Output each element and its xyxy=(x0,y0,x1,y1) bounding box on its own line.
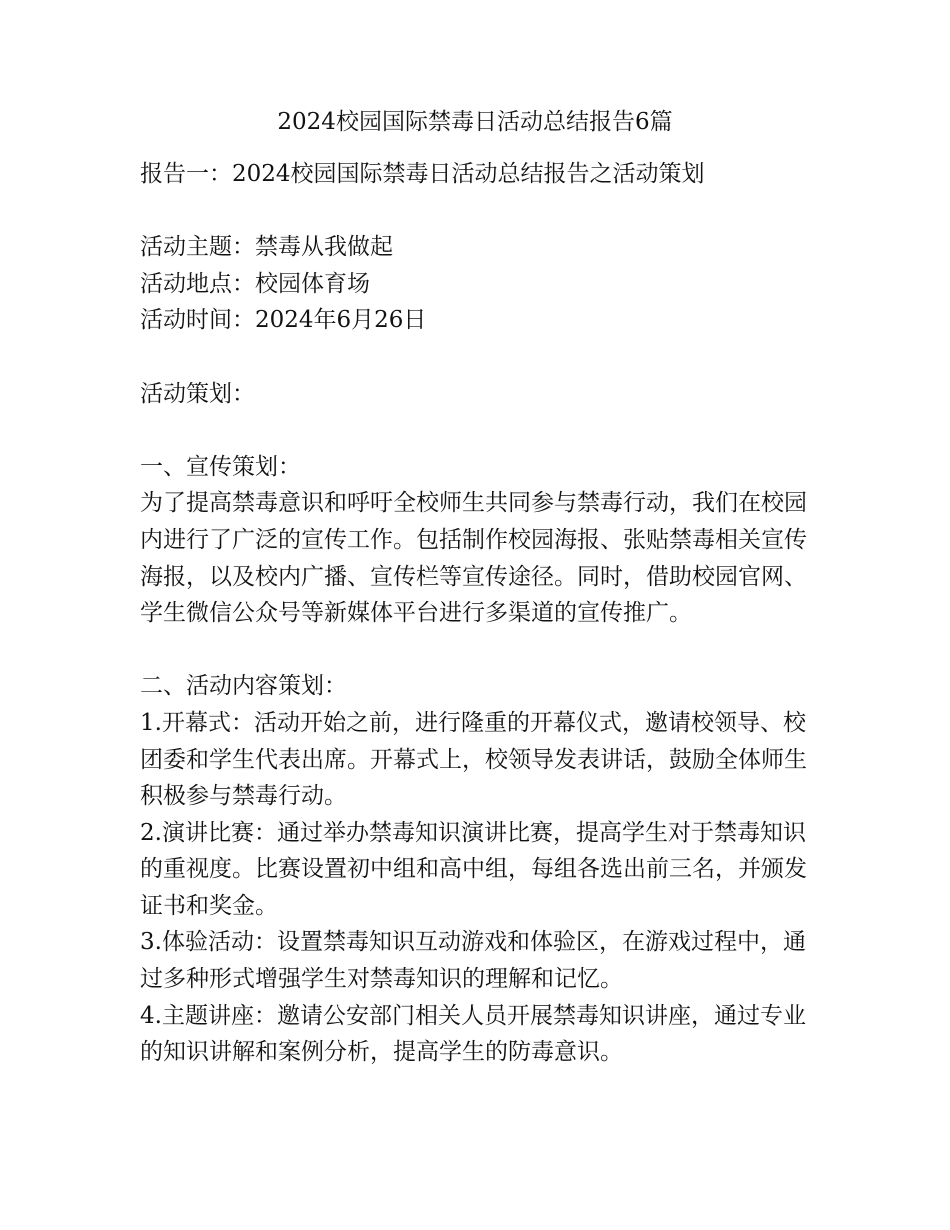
blank-line xyxy=(140,412,820,449)
blank-line xyxy=(140,193,820,230)
list-item-speech-contest: 2.演讲比赛：通过举办禁毒知识演讲比赛，提高学生对于禁毒知识的重视度。比赛设置初中组和高中组，每组各选出前三名，并颁发证书和奖金。 xyxy=(140,819,807,919)
blank-line xyxy=(140,339,820,376)
list-item-opening: 1.开幕式：活动开始之前，进行隆重的开幕仪式，邀请校领导、校团委和学生代表出席。开幕式上，校领导发表讲话，鼓励全体师生积极参与禁毒行动。 xyxy=(140,709,807,810)
document-title: 2024校园国际禁毒日活动总结报告6篇 xyxy=(277,109,673,135)
section2-heading: 二、活动内容策划： xyxy=(140,673,347,700)
report-heading: 报告一：2024校园国际禁毒日活动总结报告之活动策划 xyxy=(140,161,705,187)
list-item-experience: 3.体验活动：设置禁毒知识互动游戏和体验区，在游戏过程中，通过多种形式增强学生对禁毒知识的理解和记忆。 xyxy=(140,929,806,993)
activity-time: 活动时间：2024年6月26日 xyxy=(140,307,427,334)
section1-heading: 一、宣传策划： xyxy=(140,453,301,480)
plan-heading: 活动策划： xyxy=(140,380,255,407)
activity-location: 活动地点：校园体育场 xyxy=(140,270,370,297)
document-body xyxy=(140,156,820,1071)
section1-paragraph: 为了提高禁毒意识和呼吁全校师生共同参与禁毒行动，我们在校园内进行了广泛的宣传工作。包括制作校园海报、张贴禁毒相关宣传海报，以及校内广播、宣传栏等宣传途径。同时，借助校园官网、学生微信公众号等新媒体平台进行多渠道的宣传推广。 xyxy=(140,490,807,627)
blank-line xyxy=(140,632,820,669)
list-item-lecture: 4.主题讲座：邀请公安部门相关人员开展禁毒知识讲座，通过专业的知识讲解和案例分析，提高学生的防毒意识。 xyxy=(140,1002,806,1066)
activity-theme: 活动主题：禁毒从我做起 xyxy=(140,234,393,261)
